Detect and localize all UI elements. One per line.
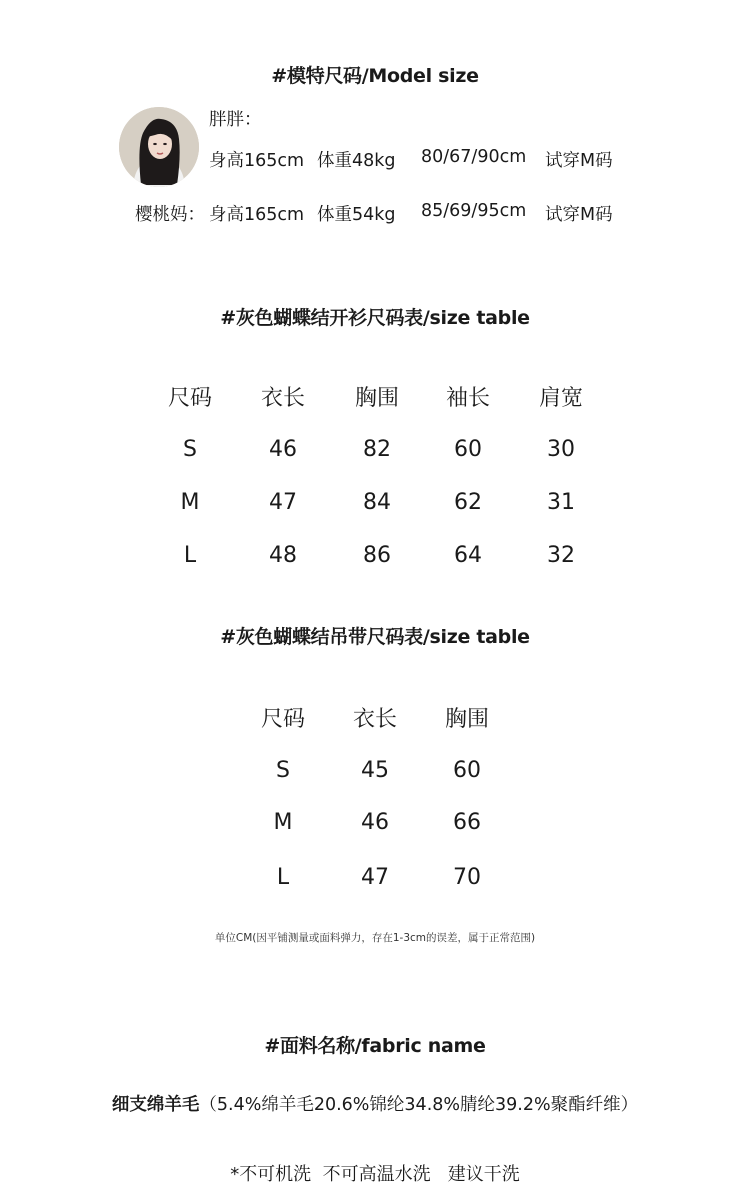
model1-measurements: 80/67/90cm xyxy=(421,147,527,167)
table-cell: 64 xyxy=(454,543,482,568)
cardigan-table-heading: #灰色蝴蝶结开衫尺码表/size table xyxy=(220,307,530,329)
table-header: 衣长 xyxy=(260,386,305,411)
table-cell: 45 xyxy=(361,758,389,783)
table-cell: L xyxy=(276,865,290,890)
table-cell: 62 xyxy=(454,490,482,515)
table-header: 胸围 xyxy=(354,386,399,411)
table-cell: 32 xyxy=(547,543,575,568)
model2-measurements: 85/69/95cm xyxy=(421,201,527,221)
table-cell: 30 xyxy=(547,437,575,462)
table-cell: 66 xyxy=(453,810,481,835)
care-instructions: *不可机洗 不可高温水洗 建议干洗 xyxy=(230,1164,520,1185)
table-cell: 86 xyxy=(363,543,391,568)
fabric-heading: #面料名称/fabric name xyxy=(264,1035,486,1057)
table-cell: 70 xyxy=(453,865,481,890)
table-cell: M xyxy=(180,490,200,515)
model-photo-icon xyxy=(119,107,199,187)
table-cell: 47 xyxy=(361,865,389,890)
model1-height: 身高165cm xyxy=(209,151,305,171)
model-avatar xyxy=(119,107,199,187)
table-cell: S xyxy=(183,437,197,462)
unit-note: 单位CM(因平铺测量或面料弹力，存在1-3cm的误差，属于正常范围) xyxy=(214,932,536,944)
model2-tried-size: 试穿M码 xyxy=(545,205,613,225)
fabric-composition: （5.4%绵羊毛20.6%锦纶34.8%腈纶39.2%聚酯纤维） xyxy=(199,1095,639,1115)
table-cell: L xyxy=(183,543,197,568)
table-cell: M xyxy=(273,810,293,835)
table-cell: 82 xyxy=(363,437,391,462)
model2-name: 樱桃妈： xyxy=(135,205,205,225)
table-header: 衣长 xyxy=(352,707,397,732)
table-cell: 84 xyxy=(363,490,391,515)
fabric-name: 细支绵羊毛 xyxy=(111,1095,200,1115)
fabric-description xyxy=(0,1091,750,1116)
table-header: 胸围 xyxy=(444,707,489,732)
table-header: 肩宽 xyxy=(538,386,583,411)
table-cell: 46 xyxy=(361,810,389,835)
table-cell: 31 xyxy=(547,490,575,515)
table-cell: 60 xyxy=(454,437,482,462)
table-header: 袖长 xyxy=(445,386,490,411)
model1-weight: 体重48kg xyxy=(317,151,396,171)
table-cell: 60 xyxy=(453,758,481,783)
table-cell: 48 xyxy=(269,543,297,568)
model2-height: 身高165cm xyxy=(209,205,305,225)
table-cell: 47 xyxy=(269,490,297,515)
camisole-table-heading: #灰色蝴蝶结吊带尺码表/size table xyxy=(220,626,530,648)
model2-weight: 体重54kg xyxy=(317,205,396,225)
model1-name: 胖胖： xyxy=(209,110,262,130)
table-header: 尺码 xyxy=(260,707,305,732)
table-cell: 46 xyxy=(269,437,297,462)
model1-tried-size: 试穿M码 xyxy=(545,151,613,171)
table-header: 尺码 xyxy=(167,386,212,411)
table-cell: S xyxy=(276,758,290,783)
model-size-heading: #模特尺码/Model size xyxy=(271,65,479,87)
